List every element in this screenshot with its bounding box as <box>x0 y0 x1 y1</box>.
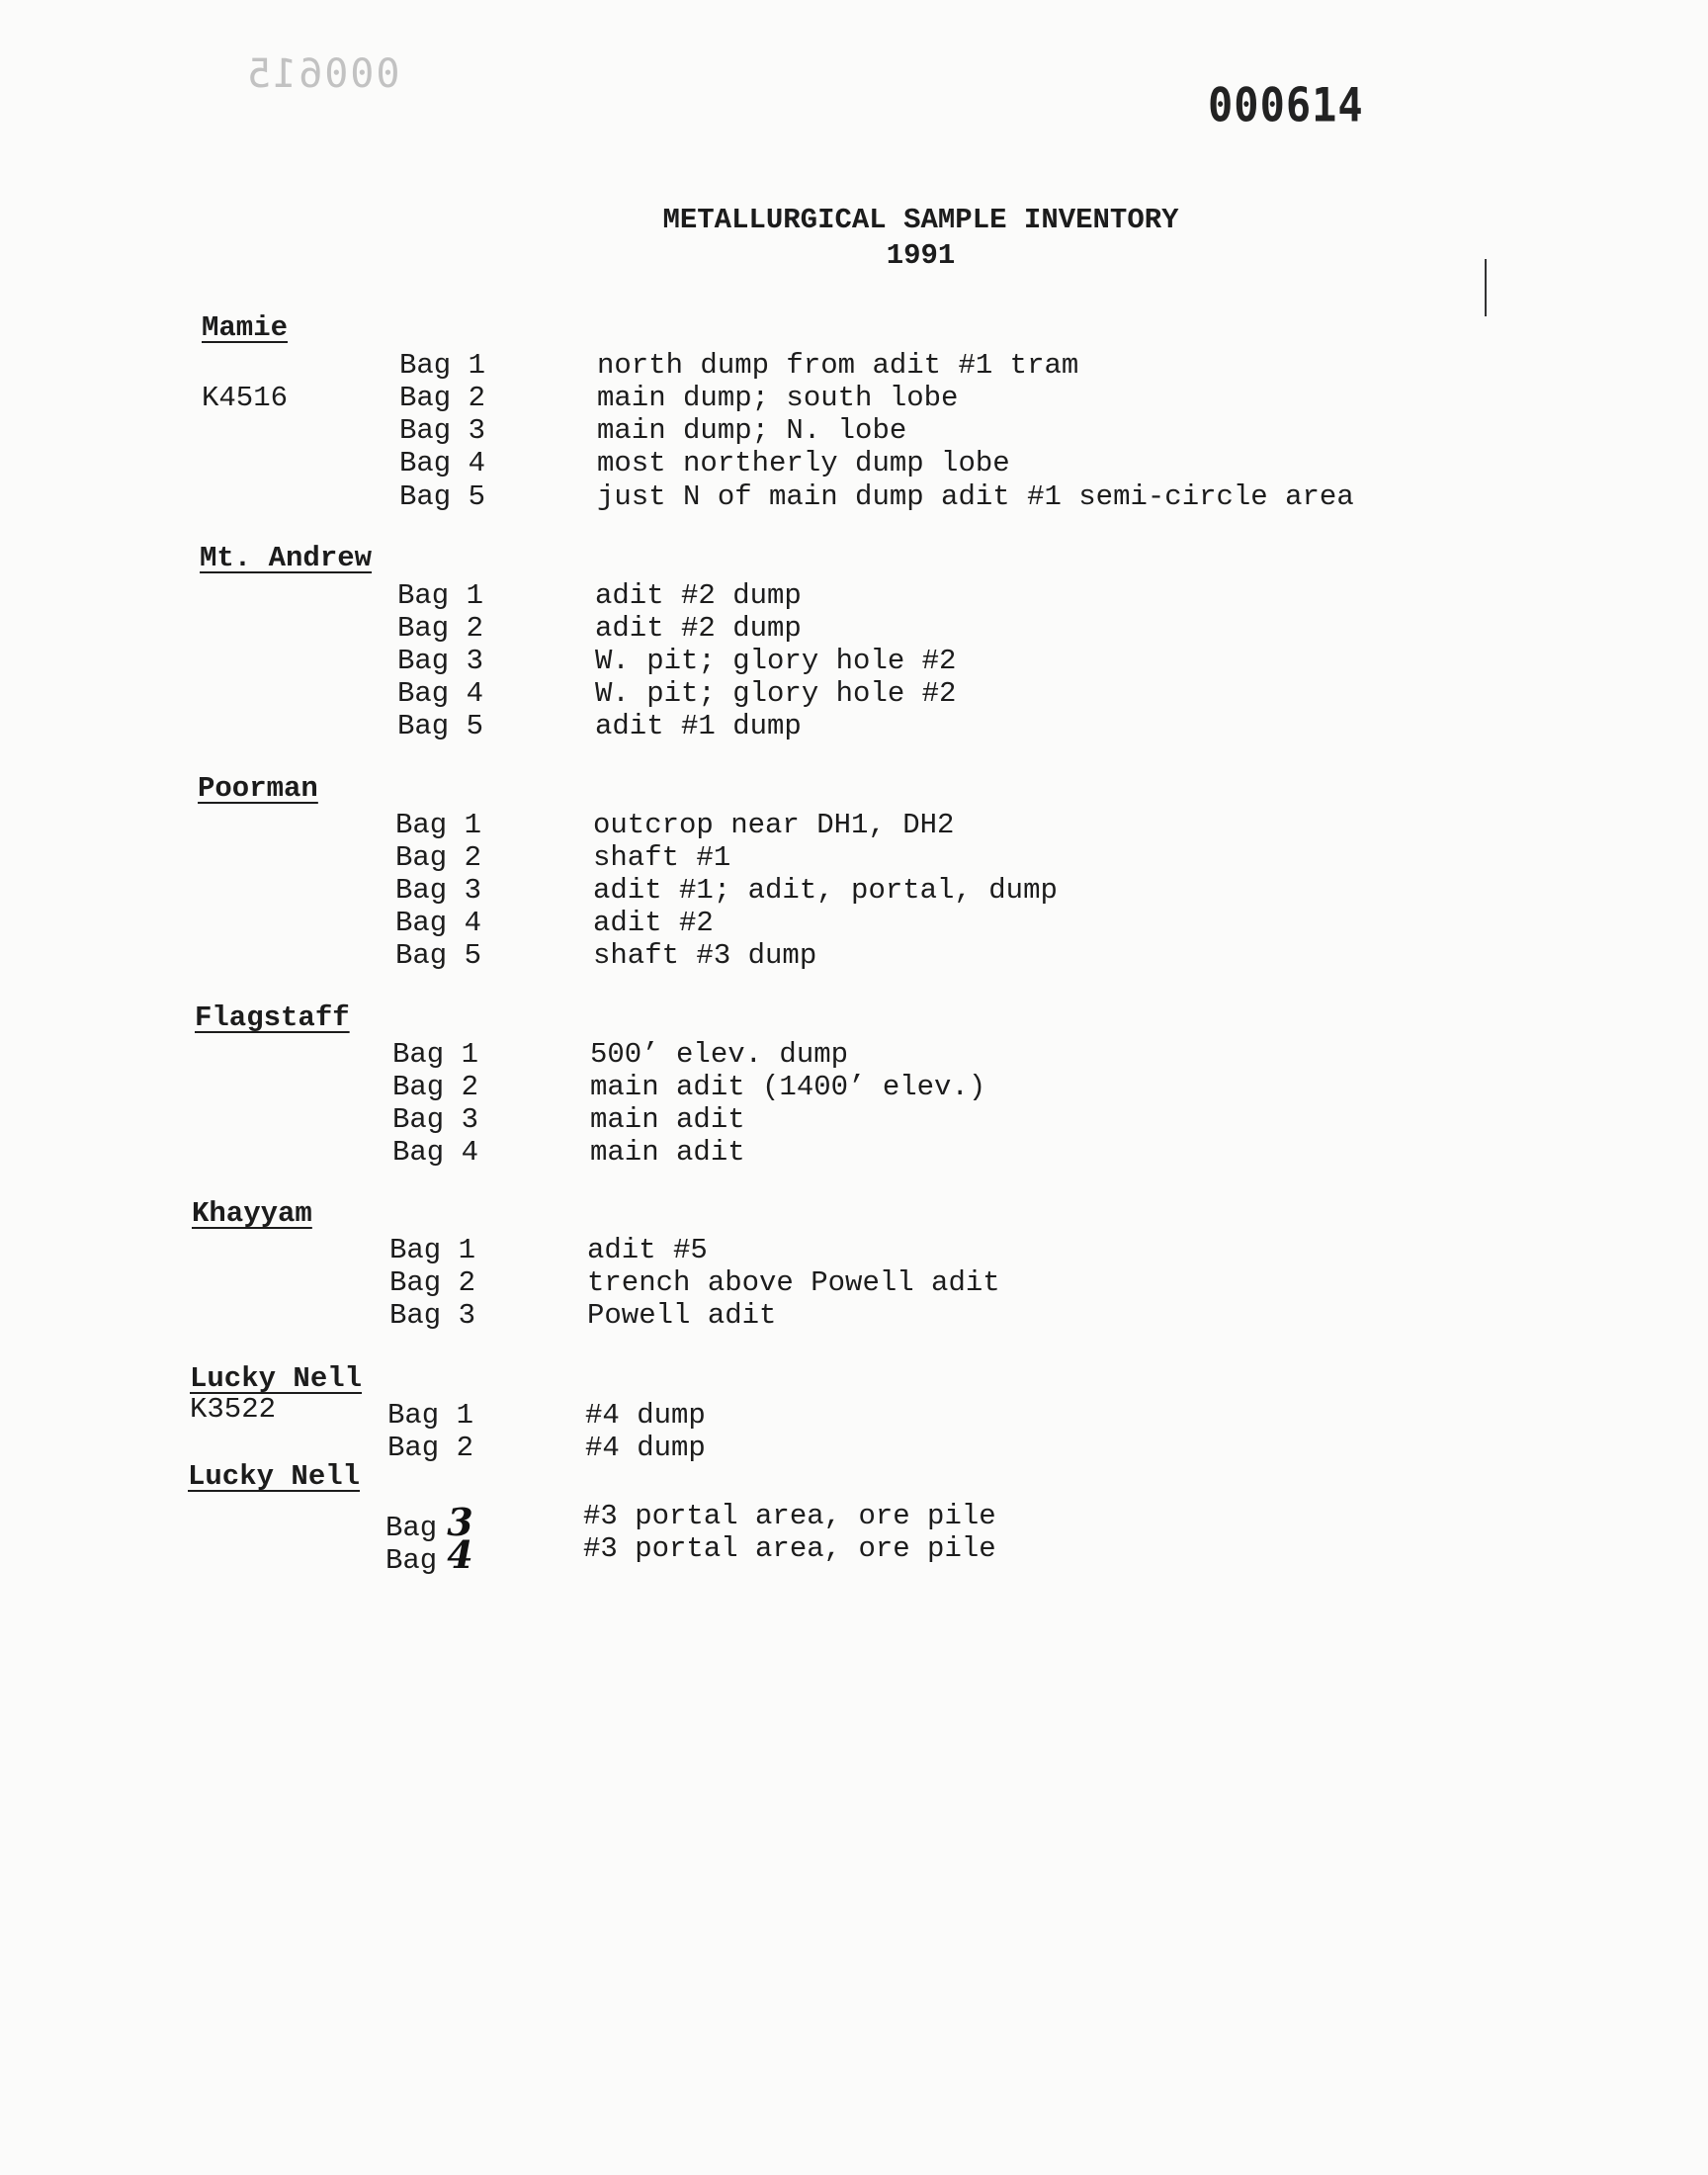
bag-description: 500’ elev. dump <box>590 1038 849 1071</box>
bag-label: Bag 5 <box>395 939 482 972</box>
bag-label: Bag 3 <box>389 1299 476 1332</box>
bag-description: trench above Powell adit <box>587 1266 1000 1299</box>
bag-description: adit #2 <box>593 907 714 939</box>
section-heading: Khayyam <box>192 1197 312 1230</box>
bag-description: #3 portal area, ore pile <box>583 1532 996 1565</box>
handwritten-bag-number: 4 <box>447 1532 473 1577</box>
bag-description: adit #2 dump <box>595 579 802 612</box>
bag-label: Bag 3 <box>399 414 486 447</box>
bag-label: Bag 1 <box>397 579 484 612</box>
bag-description: #4 dump <box>585 1399 706 1432</box>
bag-label: Bag 4 <box>399 447 486 479</box>
page-number-stamp: 000614 <box>1208 78 1364 132</box>
bag-description: adit #2 dump <box>595 612 802 645</box>
bag-label: Bag 4 <box>395 907 482 939</box>
section-heading: Lucky Nell <box>188 1460 361 1493</box>
bag-label: Bag 1 <box>399 349 486 382</box>
bag-label: Bag 4 <box>397 677 484 710</box>
section-heading: Lucky Nell <box>190 1362 363 1395</box>
bag-label: Bag 2 <box>397 612 484 645</box>
bag-description: shaft #3 dump <box>593 939 817 972</box>
bag-description: outcrop near DH1, DH2 <box>593 809 955 841</box>
bag-label: Bag 4 <box>385 1532 473 1577</box>
bag-description: shaft #1 <box>593 841 731 874</box>
bag-label: Bag 5 <box>397 710 484 742</box>
bag-label: Bag 3 <box>385 1500 473 1544</box>
bag-label: Bag 3 <box>392 1103 479 1136</box>
handwritten-bag-number: 3 <box>447 1500 473 1544</box>
bag-label: Bag 2 <box>395 841 482 874</box>
bag-description: W. pit; glory hole #2 <box>595 645 957 677</box>
section-heading: Flagstaff <box>195 1001 350 1034</box>
bag-label: Bag 1 <box>387 1399 474 1432</box>
bag-label: Bag 1 <box>389 1234 476 1266</box>
bag-description: adit #5 <box>587 1234 708 1266</box>
section-heading: Mt. Andrew <box>200 542 373 574</box>
bag-label: Bag 2 <box>399 382 486 414</box>
bag-label: Bag 1 <box>392 1038 479 1071</box>
title-line-1: METALLURGICAL SAMPLE INVENTORY <box>662 204 1179 236</box>
section-heading: Mamie <box>202 311 289 344</box>
bag-label: Bag 5 <box>399 480 486 513</box>
margin-mark <box>1485 259 1487 316</box>
bag-label: Bag 3 <box>395 874 482 907</box>
bag-description: main adit <box>590 1136 745 1169</box>
bag-description: #4 dump <box>585 1432 706 1464</box>
bag-label: Bag 2 <box>389 1266 476 1299</box>
bag-label: Bag 4 <box>392 1136 479 1169</box>
bag-description: just N of main dump adit #1 semi-circle area <box>597 480 1354 513</box>
bag-label: Bag 1 <box>395 809 482 841</box>
bag-description: main dump; south lobe <box>597 382 959 414</box>
bag-description: main dump; N. lobe <box>597 414 907 447</box>
sample-code: K4516 <box>202 382 289 414</box>
bag-label: Bag 2 <box>392 1071 479 1103</box>
bag-label: Bag 2 <box>387 1432 474 1464</box>
title-line-2: 1991 <box>886 239 956 272</box>
document-title <box>0 203 1708 274</box>
sample-code: K3522 <box>190 1393 277 1426</box>
bag-description: main adit <box>590 1103 745 1136</box>
bag-description: Powell adit <box>587 1299 777 1332</box>
bag-description: most northerly dump lobe <box>597 447 1010 479</box>
section-heading: Poorman <box>198 772 318 805</box>
bag-description: adit #1 dump <box>595 710 802 742</box>
bag-description: #3 portal area, ore pile <box>583 1500 996 1532</box>
bag-description: adit #1; adit, portal, dump <box>593 874 1058 907</box>
bag-label: Bag 3 <box>397 645 484 677</box>
bag-description: north dump from adit #1 tram <box>597 349 1079 382</box>
bag-description: W. pit; glory hole #2 <box>595 677 957 710</box>
ghost-page-number: 000615 <box>245 51 400 97</box>
bag-description: main adit (1400’ elev.) <box>590 1071 986 1103</box>
